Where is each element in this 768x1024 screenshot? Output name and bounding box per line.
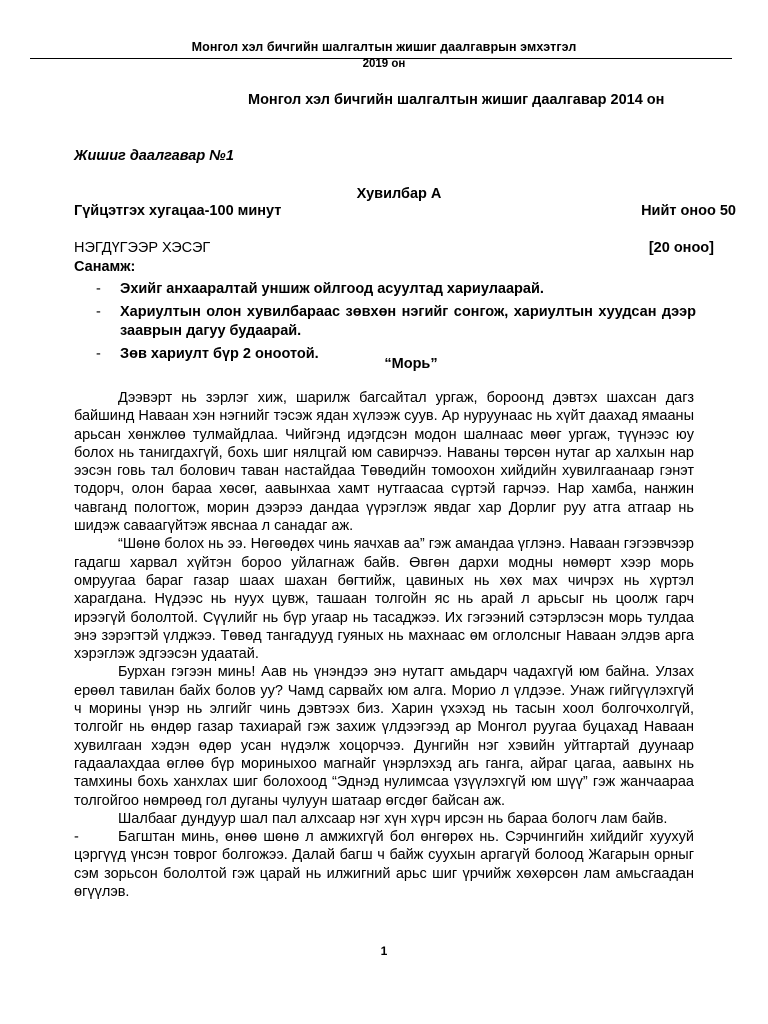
time-limit: Гүйцэтгэх хугацаа-100 минут [74,203,282,219]
story-paragraph: “Шөнө болох нь ээ. Нөгөөдөх чинь яачхав аа” гэж амандаа үглэнэ. Наваан гэгээвчээр гадагш харвал хүйтэн бороо уйлагнаж байв. Өвгөн дархи модны нөмөрт хээр морь омруугаа бараг газар шаах шахан бөгтийж, цавиных нь хөх мах чичрэх нь хүртэл харагдана. Нүдээс нь нуух цувж, ташаан толгойн яс нь арай л арьсыг нь цоолж гарч ирээгүй бололтой. Сүүлийг нь бүр угаар нь тасаджээ. Их гэгээний сэтэрлэсэн морь тулдаа энэ зэрэгтэй үлджээ. Төвөд тангадууд гуяных нь махнаас өм оглолсныг Наваан элдэв арга хэрэглэж эдгээсэн удаатай. [74,536,694,663]
dialogue-dash: - [74,829,79,846]
story-paragraph: Шалбааг дундуур шал пал алхсаар нэг хүн хүрч ирсэн нь бараа бологч лам байв. [118,810,668,827]
variant-label: Хувилбар А [356,186,442,202]
running-header-title: Монгол хэл бичгийн шалгалтын жишиг даалгаврын эмхэтгэл [191,40,577,54]
section-heading: НЭГДҮГЭЭР ХЭСЭГ [74,240,211,256]
document-title: Монгол хэл бичгийн шалгалтын жишиг даалгавар 2014 он [248,92,665,108]
story-title: “Морь” [384,356,438,372]
running-header-year: 2019 он [362,58,406,70]
section-points: [20 оноо] [648,240,714,256]
list-dash: - [96,304,101,320]
story-body [74,389,694,901]
instruction-text: Эхийг анхааралтай уншиж ойлгоод асуултад хариулаарай. [120,281,544,297]
exercise-number: Жишиг даалгавар №1 [74,148,234,164]
instruction-list [96,280,696,368]
dialogue-paragraph [74,828,694,901]
instruction-text: Хариултын олон хувилбараас зөвхөн нэгийг сонгож, хариултын хуудсан дээр зааврын дагуу будаарай. [120,304,696,339]
total-score: Нийт оноо 50 [641,203,736,219]
instruction-item [96,280,696,299]
instruction-text: Зөв хариулт бүр 2 оноотой. [120,346,319,362]
story-paragraph: Дээвэрт нь зэрлэг хиж, шарилж багсайтал ургаж, бороонд дэвтэх шахсан дагз байшинд Наваан хэн нэгнийг тэсэж ядан хүлээж суув. Ар нуруунаас нь хүйт даахад ямааны арьсан хөнжлөө тулмайдлаа. Чийгэнд идэгдсэн модон шалнаас мөөг ургаж, түүнээс юу болох нь танигдахгүй, бохь шиг нялцгай юм савирчээ. Наваны төрсөн нутаг ар халхын нар ээсэн говь тал болович таван настайдаа Төвөдийн томоохон хийдийн хувилгаанаар гэнэт тодорч, олон бараа хөсөг, аавынхаа хамт нутгаасаа сүртэй гарчээ. Нар хамба, нанжин чавганд пологтож, морин дээрээ дандаа үүрэглэж явдаг хар Дорлиг руу атга атгаар нь шидэж саваагүйтэж явснаа л санадаг аж. [74,390,694,535]
dialogue-text: Багштан минь, өнөө шөнө л амжихгүй бол өнгөрөх нь. Сэрчингийн хийдийг хуухуй цэргүүд үнсэн товрог болгожээ. Далай багш ч байж суухын аргагүй болоод Жагарын орныг сэм зорьсон бололтой гэж царай нь илжигний арьс шиг үрчийж хөхөрсөн лам амьсгаадан өгүүлэв. [74,829,694,901]
page-number: 1 [380,944,388,958]
list-dash: - [96,281,101,297]
note-label: Санамж: [74,259,136,275]
story-paragraph: Бурхан гэгээн минь! Аав нь үнэндээ энэ нутагт амьдарч чадахгүй юм байна. Улзах ерөөл тавилан байх болов уу? Чамд сарвайх юм алга. Морио л үлдээе. Унаж гийгүүлэхгүй ч морины үнэр нь элгийг чинь дэвтээх биз. Харин үхэхэд нь тасын хоол болгочхолгүй, толгойг нь өндөр газар тахиарай гэж захиж үлдээгээд ар Монгол руугаа буцахад Наваан хувилгаан хэдэн өдөр усан нүдэлж хоцорчээ. Дунгийн нэг хэвийн уйтгартай дуунаар гадаалахдаа өглөө бүр мориныхоо магнайг үнэрлэхэд агь ганга, айраг цагаа, аавынх нь тамхины бохь ханхлах шиг болохоод “Эднэд нулимсаа үзүүлэхгүй юм шүү” гэж жанчаараа толгойгоо нөмрөөд гол дуганы чулуун шатаар өгсдөг байсан аж. [74,664,694,809]
instruction-item [96,303,696,341]
list-dash: - [96,346,101,362]
